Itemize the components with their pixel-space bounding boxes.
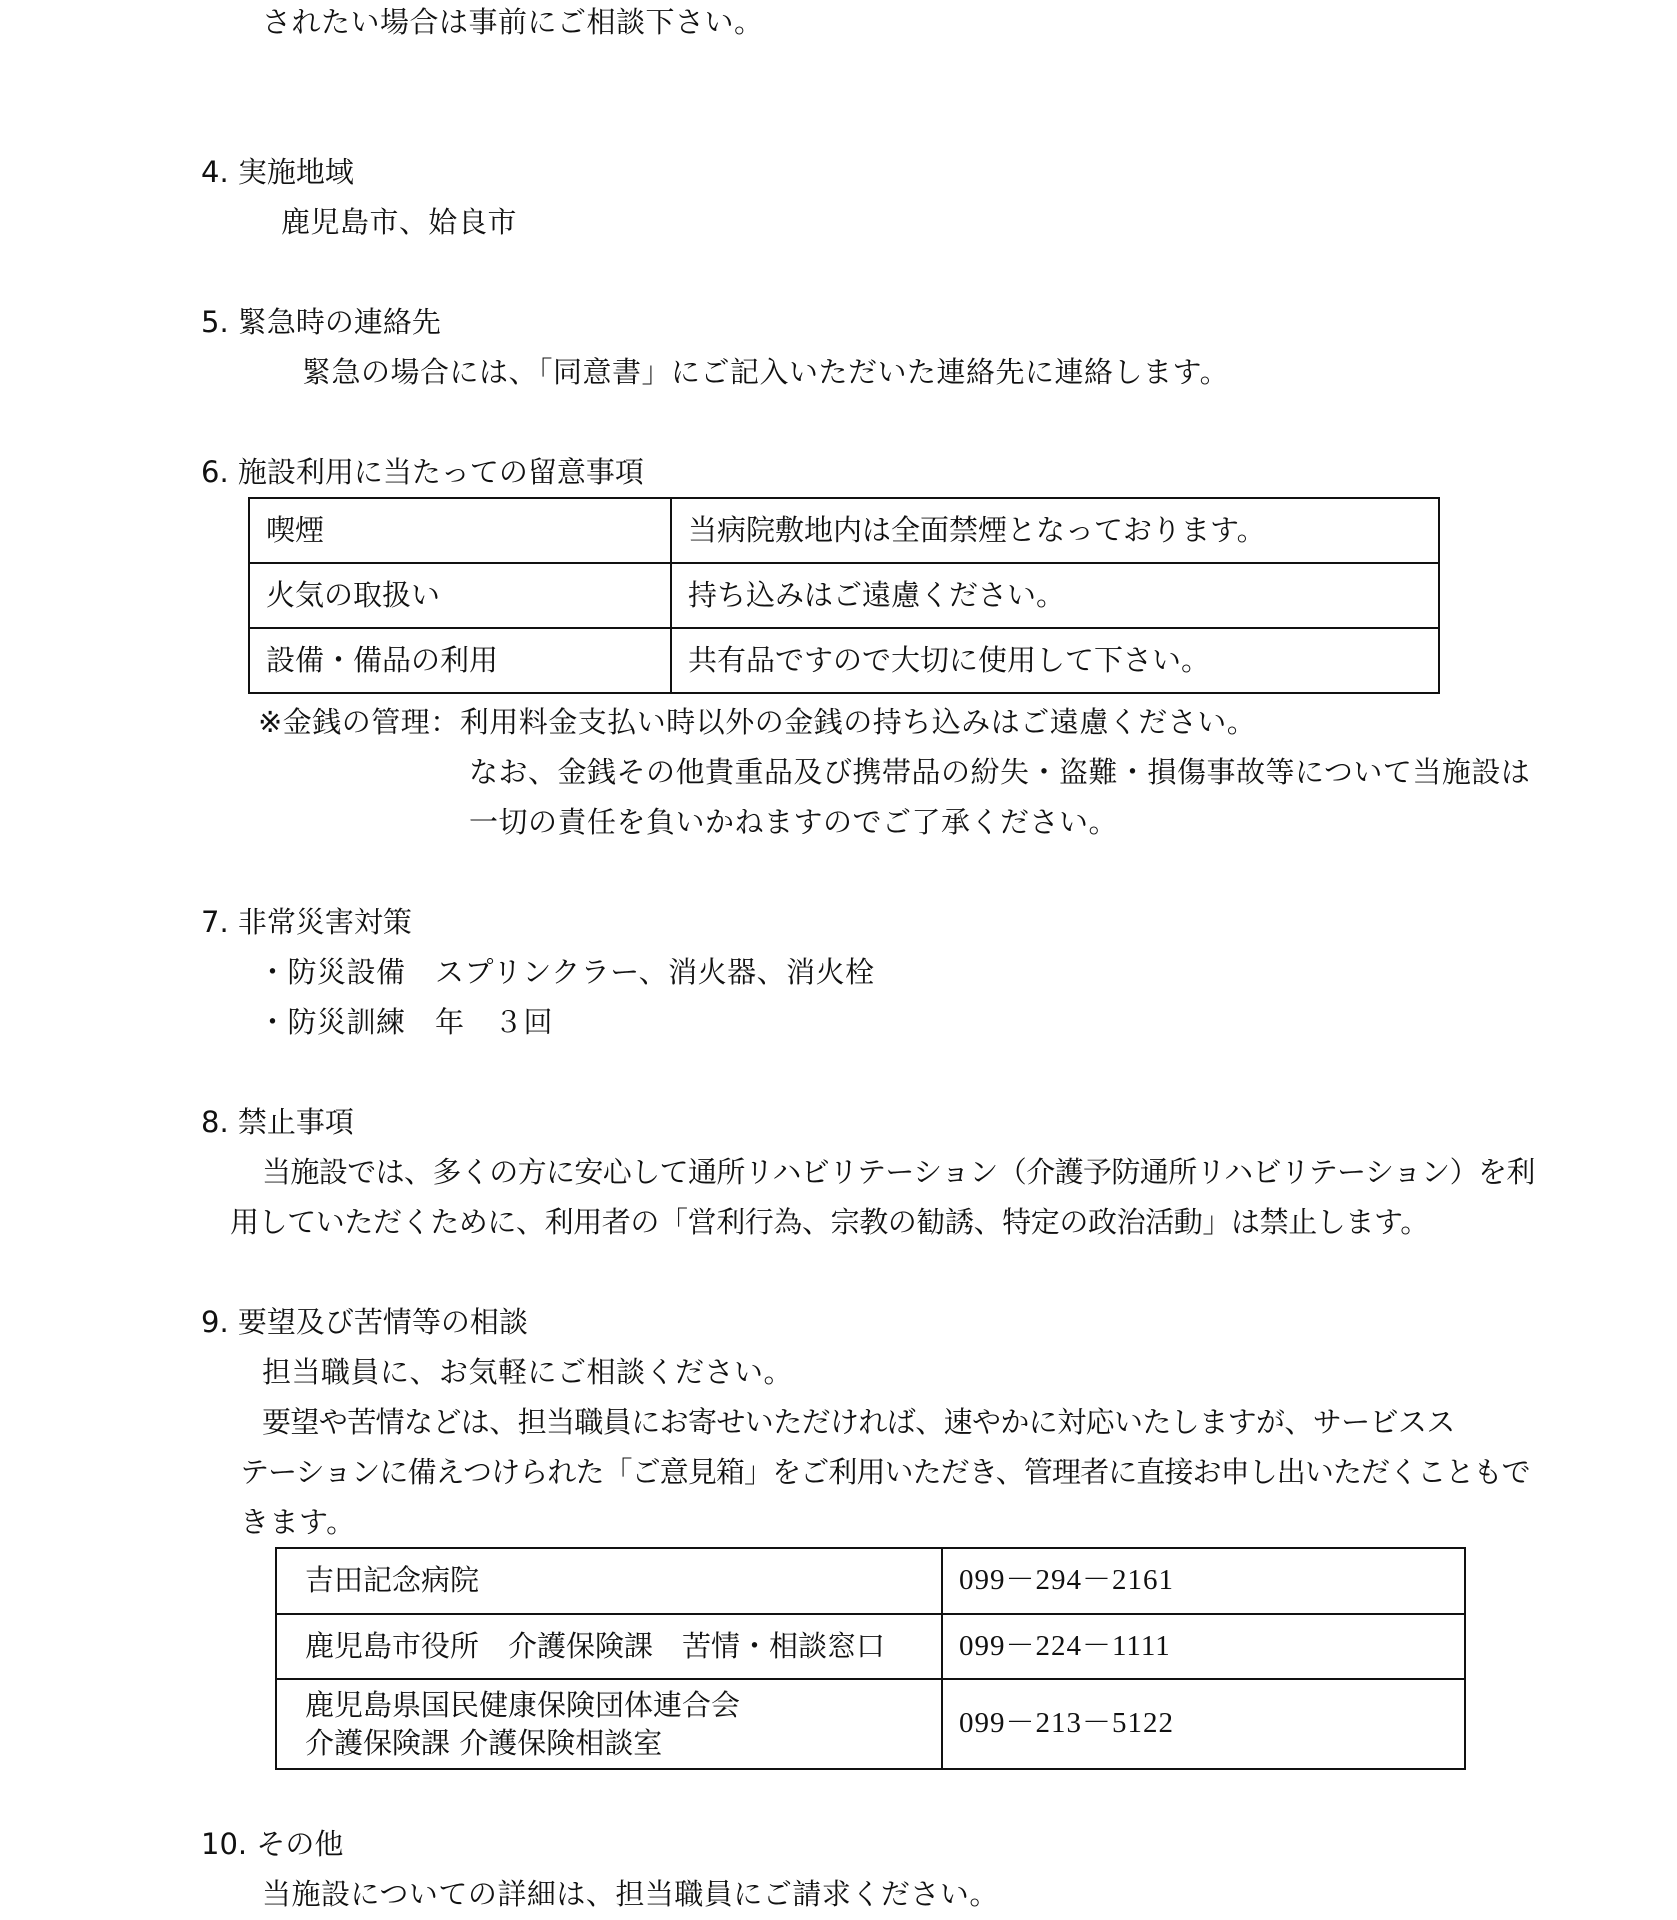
contact-phone: 099－224－1111 [942,1614,1465,1679]
contact-name [276,1614,942,1679]
section-9-body-line-4: きます。 [240,1505,356,1539]
rule-note: 持ち込みはご遠慮ください。 [671,563,1439,628]
rule-note: 当病院敷地内は全面禁煙となっております。 [671,498,1439,563]
rule-item: 喫煙 [249,498,671,563]
contact-name [276,1679,942,1769]
rule-item: 火気の取扱い [249,563,671,628]
section-8-body-line-2: 用していただくために、利用者の「営利行為、宗教の勧誘、特定の政治活動」は禁止します。 [230,1205,1429,1239]
section-10-heading: 10. その他 [201,1827,344,1861]
continuation-line: されたい場合は事前にご相談下さい。 [262,5,764,39]
section-8-body-line-1: 当施設では、多くの方に安心して通所リハビリテーション（介護予防通所リハビリテーション）を利 [262,1155,1535,1189]
disaster-item-label: ・防災訓練 [258,1005,406,1039]
section-5-heading: 5. 緊急時の連絡先 [201,305,441,339]
contact-name-line-1: 鹿児島市役所 介護保険課 苦情・相談窓口 [305,1628,886,1663]
contact-phone: 099－294－2161 [942,1548,1465,1614]
section-9-body-line-2: 要望や苦情などは、担当職員にお寄せいただければ、速やかに対応いたしますが、サービスス [262,1405,1455,1439]
table-row [276,1614,1465,1679]
section-8-heading: 8. 禁止事項 [201,1105,354,1139]
section-5-body: 緊急の場合には、「同意書」にご記入いただいた連絡先に連絡します。 [302,355,1230,389]
money-note-line-1: ※金銭の管理：利用料金支払い時以外の金銭の持ち込みはご遠慮ください。 [258,705,1257,739]
disaster-item-label: ・防災設備 [258,955,406,989]
contact-name-line-1: 吉田記念病院 [305,1563,480,1598]
rule-note: 共有品ですので大切に使用して下さい。 [671,628,1439,693]
section-9-body-line-1: 担当職員に、お気軽にご相談ください。 [262,1355,794,1389]
section-9-body-line-3: テーションに備えつけられた「ご意見箱」をご利用いただき、管理者に直接お申し出いただくこともで [240,1455,1530,1489]
facility-rules-table [248,497,1440,694]
section-9-heading: 9. 要望及び苦情等の相談 [201,1305,528,1339]
table-row [249,498,1439,563]
contacts-table [275,1547,1466,1770]
table-row [249,628,1439,693]
money-note-line-3: 一切の責任を負いかねますのでご了承ください。 [469,805,1119,839]
section-6-heading: 6. 施設利用に当たっての留意事項 [201,455,644,489]
rule-item: 設備・備品の利用 [249,628,671,693]
section-4-heading: 4. 実施地域 [201,155,354,189]
contact-name [276,1548,942,1614]
money-note-line-2: なお、金銭その他貴重品及び携帯品の紛失・盗難・損傷事故等について当施設は [469,755,1531,789]
contact-phone: 099－213－5122 [942,1679,1465,1769]
table-row [249,563,1439,628]
contact-name-line-2: 介護保険課 介護保険相談室 [305,1726,663,1760]
table-row [276,1548,1465,1614]
contact-name-line-1: 鹿児島県国民健康保険団体連合会 [305,1687,741,1722]
section-10-body: 当施設についての詳細は、担当職員にご請求ください。 [262,1877,999,1911]
section-4-body: 鹿児島市、姶良市 [281,205,518,239]
disaster-item-value: 年 ３回 [435,1005,554,1039]
disaster-item-value: スプリンクラー、消火器、消火栓 [435,955,875,989]
section-7-heading: 7. 非常災害対策 [201,905,412,939]
table-row [276,1679,1465,1769]
